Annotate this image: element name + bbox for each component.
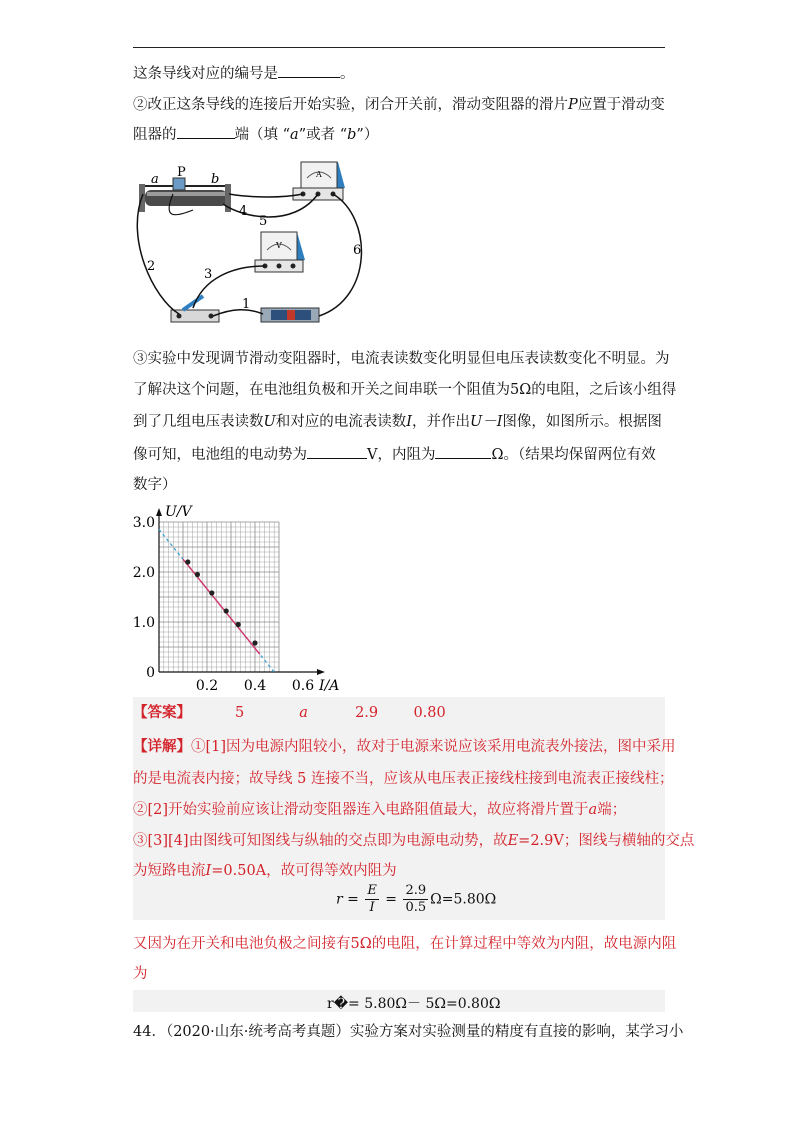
wire-label: 5: [259, 214, 268, 229]
x-tick-label: 0.2: [195, 678, 219, 694]
y-tick-label: 1.0: [133, 615, 155, 631]
part3-text: 和对应的电流表读数: [275, 414, 407, 430]
data-point: [185, 559, 190, 564]
part3-text: ③实验中发现调节滑动变阻器时，电流表读数变化明显但电压表读数变化不明显。为: [133, 351, 670, 367]
voltmeter-label: V: [276, 241, 282, 250]
detail-line: [133, 964, 148, 984]
fraction-denominator: 0.5: [405, 900, 427, 915]
part3-text: ，并作出: [411, 414, 470, 430]
header-rule: [133, 47, 665, 48]
answer-value-3: 2.9: [355, 705, 379, 721]
switch: [171, 296, 219, 322]
detail-line: [133, 769, 673, 789]
fraction-E-over-I: [365, 883, 379, 916]
variable-UI: U－I: [469, 414, 503, 430]
part3-line: [133, 380, 676, 400]
wire-label: 3: [204, 267, 213, 282]
detail-text: ③[3][4]由图线可知图线与纵轴的交点即为电源电动势，故: [133, 833, 508, 849]
data-point: [195, 572, 200, 577]
x-tick-label: 0.6: [291, 678, 315, 694]
x-axis-arrow: [317, 669, 325, 675]
label-P: P: [177, 165, 186, 180]
answer-blank[interactable]: [278, 63, 340, 78]
data-point: [236, 622, 241, 627]
battery: [261, 308, 319, 322]
resistance-value: 5Ω: [510, 382, 532, 398]
detail-text: =0.50A，故可得等效内阻为: [211, 863, 397, 879]
detail-text: 为短路电流: [133, 863, 206, 879]
answer-tag: 【答案】: [133, 704, 191, 721]
detail-text: ②[2]开始实验前应该让滑动变阻器连入电路阻值最大，故应将滑片置于: [133, 802, 589, 818]
detail-text: 为: [133, 966, 148, 982]
x-tick-label: 0.4: [243, 678, 267, 694]
fraction-numerator: 2.9: [405, 883, 427, 898]
x-axis-label: I/A: [319, 678, 340, 694]
detail-text: ①[1]因为电源内阻较小，故对于电源来说应该采用电流表外接法，图中采用: [191, 739, 676, 755]
question-line: [133, 63, 355, 84]
detail-line: [133, 861, 397, 881]
y-axis-label: U/V: [165, 504, 192, 520]
fraction-numerator: E: [367, 883, 377, 898]
answer-value-4: 0.80: [413, 705, 446, 721]
ammeter-label: A: [316, 170, 322, 179]
next-question: [133, 1022, 683, 1042]
part3-text: 到了几组电压表读数: [133, 414, 264, 430]
variable-U: U: [263, 414, 276, 430]
next-question-text: 44．（2020·山东·统考高考真题）实验方案对实验测量的精度有直接的影响，某学习小: [133, 1024, 684, 1040]
part3-text: 图像，如图所示。根据图: [502, 414, 662, 430]
y-tick-label: 3.0: [133, 515, 155, 531]
variable-I: I: [406, 414, 412, 430]
label-b: b: [211, 172, 220, 187]
question-text: ”或者 “: [298, 127, 348, 143]
formula-lhs: r =: [336, 891, 359, 908]
part3-line: [133, 475, 177, 495]
question-line: [133, 124, 378, 145]
answer-line: [133, 703, 450, 723]
detail-tag: 【详解】: [133, 738, 191, 755]
variable-a: a: [290, 127, 299, 143]
y-tick-label: 2.0: [133, 565, 155, 581]
circuit-diagram: [133, 158, 373, 336]
formula-actual-resistance: [327, 993, 500, 1013]
data-point: [209, 590, 214, 595]
detail-text: 的电阻，在计算过程中等效为内阻，故电源内阻: [371, 936, 677, 952]
question-text: ”）: [356, 127, 379, 143]
detail-text: 端；: [597, 802, 627, 818]
part3-line: [133, 444, 656, 465]
part3-text: V，内阻为: [367, 447, 436, 463]
variable-a: a: [588, 802, 598, 818]
wire-label: 2: [147, 259, 156, 274]
answer-value-1: 5: [234, 705, 245, 721]
variable-P: P: [568, 97, 578, 113]
detail-text: 的是电流表内接；故导线 5 连接不当，应该从电压表正接线柱接到电流表正接线柱；: [133, 771, 674, 787]
formula-internal-resistance: [336, 883, 496, 916]
fraction-denominator: I: [369, 900, 375, 915]
wire-label: 1: [242, 297, 251, 312]
part3-text: Ω。（结果均保留两位有效: [491, 447, 656, 463]
part3-line: [133, 412, 662, 432]
label-a: a: [151, 172, 159, 187]
part3-text: 像可知，电池组的电动势为: [133, 447, 307, 463]
variable-I: I: [205, 863, 212, 879]
formula-result: Ω=5.80Ω: [430, 891, 497, 908]
part3-text: 数字）: [133, 477, 177, 493]
data-point: [224, 608, 229, 613]
part3-line: [133, 349, 670, 369]
answer-value-2: a: [299, 705, 308, 721]
detail-line: [133, 800, 626, 820]
question-text: ②改正这条导线的连接后开始实验，闭合开关前，滑动变阻器的滑片: [133, 97, 568, 113]
u-i-chart: [133, 504, 353, 696]
y-tick-label: 0: [146, 665, 155, 681]
question-text: 阻器的: [133, 127, 177, 143]
chart-grid: [159, 522, 279, 672]
part3-text: 的电阻，之后该小组得: [531, 382, 677, 398]
fraction-values: [403, 883, 428, 916]
formula-text: r�= 5.80Ω－ 5Ω=0.80Ω: [327, 996, 501, 1012]
data-point: [252, 640, 257, 645]
variable-E: E: [507, 833, 519, 849]
detail-line: [133, 737, 676, 757]
detail-line: [133, 831, 694, 851]
part3-text: 了解决这个问题，在电池组负极和开关之间串联一个阻值为: [133, 382, 510, 398]
answer-blank[interactable]: [177, 124, 235, 139]
detail-text: 又因为在开关和电池负极之间接有: [133, 936, 351, 952]
y-axis-arrow: [156, 508, 162, 516]
question-line: [133, 95, 665, 115]
detail-text: =2.9V；图线与横轴的交点: [518, 833, 695, 849]
question-text: 。: [340, 66, 355, 82]
formula-equals: =: [385, 891, 398, 908]
question-text: 端（填 “: [234, 127, 291, 143]
question-text: 这条导线对应的编号是: [133, 66, 278, 82]
answer-blank[interactable]: [435, 444, 491, 459]
wire-label: 6: [353, 243, 362, 258]
variable-b: b: [347, 127, 357, 143]
detail-line: [133, 934, 676, 954]
resistance-value: 5Ω: [350, 936, 372, 952]
wire-label: 4: [239, 204, 248, 219]
question-text: 应置于滑动变: [577, 97, 665, 113]
answer-blank[interactable]: [307, 444, 367, 459]
